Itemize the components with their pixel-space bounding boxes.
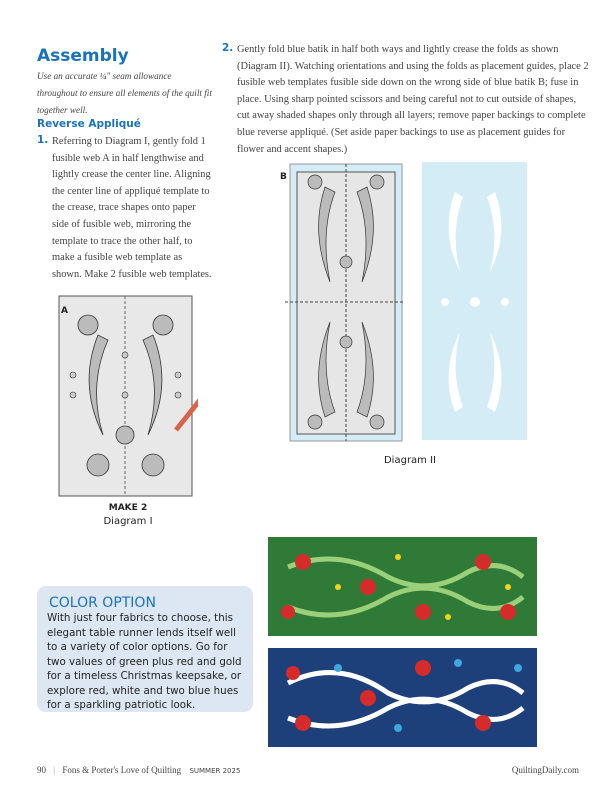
intro-text: Use an accurate ¼" seam allowance throughout to ensure all elements of the quilt fit together well. <box>37 71 212 115</box>
color-option-text: With just four fabrics to choose, this elegant table runner lends itself well to a variety of color options. Go for two values of green plus red and gold for a timeless Christmas keepsake, or explore red, white and two blue hues for a sparkling patriotic look. <box>47 612 242 711</box>
diagram-label: A <box>61 306 68 316</box>
diagram-caption: Diagram II <box>383 455 436 466</box>
website: QuiltingDaily.com <box>511 765 579 775</box>
step-number: 1. <box>37 134 49 146</box>
make-count: MAKE 2 <box>108 503 148 513</box>
diagram-caption: Diagram I <box>103 516 153 527</box>
page-number: 90 <box>37 765 46 775</box>
section-heading: Reverse Appliqué <box>37 118 141 130</box>
color-option-sidebar <box>37 586 253 712</box>
green-runner-image <box>268 537 537 636</box>
diagram-2-batik <box>285 162 530 444</box>
diagram-1-template <box>58 295 198 500</box>
step-number: 2. <box>222 42 234 54</box>
footer-left <box>37 765 240 775</box>
blue-runner-image <box>268 648 537 747</box>
page-title: Assembly <box>37 46 129 66</box>
step-text: Gently fold blue batik in half both ways and lightly crease the folds as shown (Diagram II). Watching orientations and using the folds as placement guides, place 2 fusible web templates fusible side down on the wrong side of blue batik B; fuse in place. Using sharp pointed scissors and being careful not to cut outside of shapes, cut away shaded shapes only through all layers; remove paper backings to complete blue reverse appliqué. (Set aside paper backings to use as placement guides for flower and accent shapes.) <box>237 44 589 155</box>
step-text: Referring to Diagram I, gently fold 1 fusible web A in half lengthwise and lightly crease the center line. Aligning the center line of appliqué template to the crease, trace shapes onto paper side of fusible web, mirroring the template to trace the other half, to make a fusible web template as shown. Make 2 fusible web templates. <box>52 136 212 280</box>
issue: SUMMER 2025 <box>189 767 241 775</box>
magazine-name: Fons & Porter's Love of Quilting <box>62 765 182 775</box>
diagram-label: B <box>280 172 287 182</box>
footer-divider: | <box>53 765 56 775</box>
color-option-title: COLOR OPTION <box>49 595 156 611</box>
